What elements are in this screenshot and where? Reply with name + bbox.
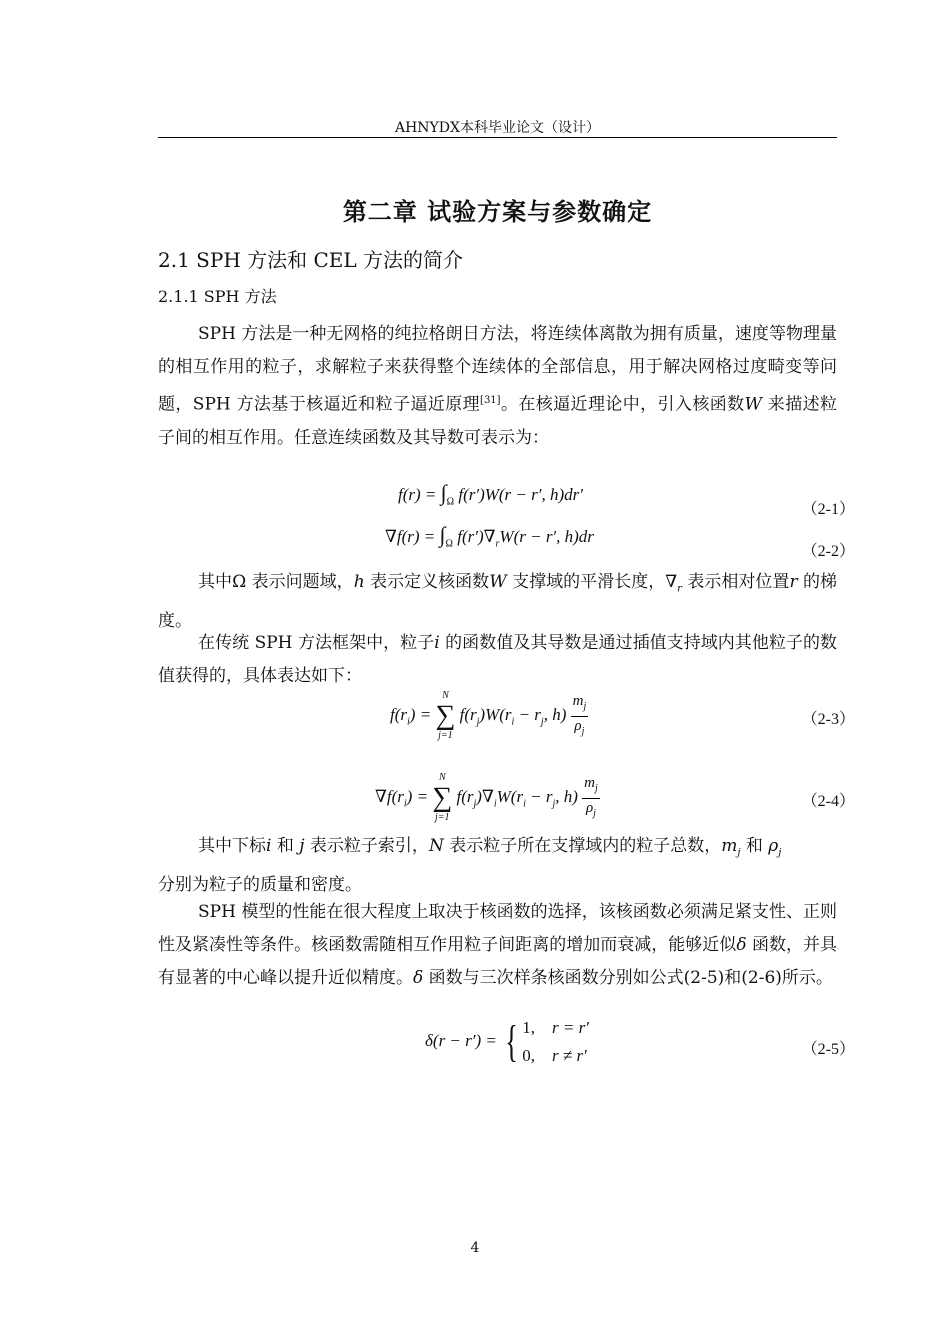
header-rule [158, 137, 837, 138]
paragraph-4: 其中下标i 和 j 表示粒子索引，N 表示粒子所在支撑域内的粒子总数，$m_j$ 和 $\rho_j$ 分别为粒子的质量和密度。 [158, 836, 782, 896]
equation-2-1: $f(r) = \int_\Omega$ f(r′)W(r − r′, h)dr′ [398, 480, 583, 508]
subsection-title: 2.1.1 SPH 方法 [158, 287, 277, 306]
running-header: AHNYDX本科毕业论文（设计） [394, 120, 600, 136]
equation-number-2-5: （2-5） [801, 1041, 855, 1058]
equation-number-2-1: （2-1） [801, 501, 855, 518]
paragraph-2: 其中Ω 表示问题域，h 表示定义核函数W 支撑域的平滑长度，$\nabla_r$ 表示相对位置r 的梯度。 [158, 572, 838, 632]
paragraph-1: SPH 方法是一种无网格的纯拉格朗日方法，将连续体离散为拥有质量，速度等物理量的相互作用的粒子，求解粒子来获得整个连续体的全部信息，用于解决网格过度畸变等问题，SPH 方法基于核逼近和粒子逼近原理[31]。在核逼近理论中，引入核函数W 来描述粒子间的相互作用。任意连续函数及其导数可表示为： [158, 324, 837, 448]
page-number: 4 [470, 1240, 480, 1256]
paragraph-3: 在传统 SPH 方法框架中，粒子i 的函数值及其导数是通过插值支持域内其他粒子的数值获得的，具体表达如下： [158, 633, 837, 686]
equation-number-2-2: （2-2） [801, 543, 855, 560]
chapter-title: 第二章 试验方案与参数确定 [342, 197, 653, 226]
equation-2-2: $\nabla f(r) = \int_\Omega$ $f(r')\nabla_rW(r - r'$, h)dr [385, 522, 594, 550]
equation-number-2-3: （2-3） [801, 711, 855, 728]
paragraph-5: SPH 模型的性能在很大程度上取决于核函数的选择，该核函数必须满足紧支性、正则性及紧凑性等条件。核函数需随相互作用粒子间距离的增加而衰减，能够近似δ 函数，并具有显著的中心峰以提升近似精度。δ 函数与三次样条核函数分别如公式(2-5)和(2-6)所示。 [158, 902, 838, 988]
equation-2-5: δ(r − r′) = { 1, r = r′ 0, r ≠ r′ [425, 1017, 589, 1066]
equation-2-4: $\nabla f(r_i)$ = N ∑ j=1 $f(r_j)\nabla_iW(r_i - r_j$, h) $\frac{m_j}{\rho_j}$ [375, 772, 598, 823]
equation-number-2-4: （2-4） [801, 793, 855, 810]
section-title: 2.1 SPH 方法和 CEL 方法的简介 [158, 248, 464, 272]
equation-2-3: $f(r_i)$ = N ∑ j=1 $f(r_j)W(r_i - r_j$, h) $\frac{m_j}{\rho_j}$ [390, 690, 587, 741]
